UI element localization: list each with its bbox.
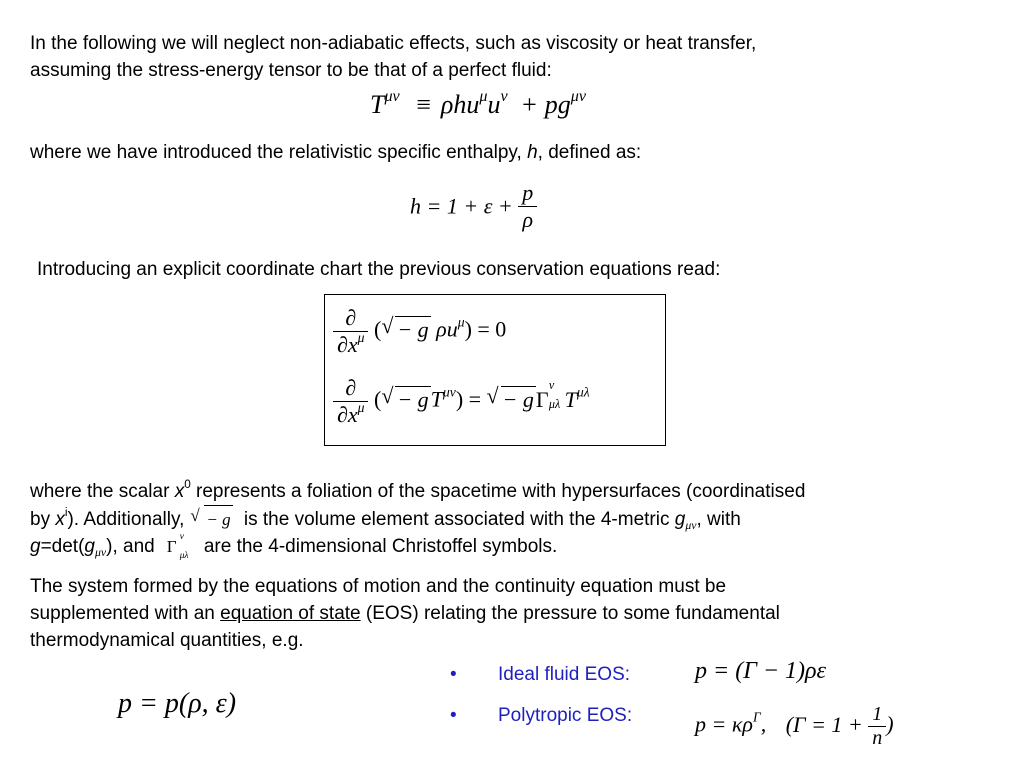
momentum-equation: $\frac{\partial}{\partial x^\mu}$ ( √ − $gT^{\mu\nu}$) = √ − gΓ ν μλ $T^{\mu\lambda}$ bbox=[333, 375, 590, 428]
polytropic-label: Polytropic EOS: bbox=[498, 705, 633, 726]
enthalpy-equation: h = 1 + ε + $\frac{p}{\rho}$ bbox=[410, 180, 537, 233]
ideal-fluid-label: Ideal fluid EOS: bbox=[498, 664, 631, 685]
conservation-equations-box bbox=[324, 294, 666, 446]
inline-sqrt-g: √ − g bbox=[190, 505, 232, 533]
stress-energy-equation: $T^{\mu\nu} \equiv \rho hu^\mu u^\nu + pg^{\mu\nu}$ bbox=[370, 87, 587, 119]
enthalpy-fraction: $\frac{p}{\rho}$ bbox=[518, 180, 537, 233]
christoffel-symbol: Γ ν μλ bbox=[535, 377, 561, 412]
eos-paragraph: The system formed by the equations of motion and the continuity equation must be supplemented with an equation of state (EOS) relating the pressure to some fundamental thermodynamical quantities, e.g. bbox=[30, 576, 780, 651]
coordinate-chart-text: Introducing an explicit coordinate chart the previous conservation equations read: bbox=[37, 259, 721, 280]
bullet-ideal-fluid: • bbox=[450, 664, 457, 685]
continuity-equation: $\frac{\partial}{\partial x^\mu}$ ( √ − g $\rho u^\mu) = 0$ bbox=[333, 305, 506, 358]
enthalpy-text: where we have introduced the relativistic specific enthalpy, h, defined as: bbox=[30, 142, 642, 163]
polytropic-formula: $p = \kappa\rho^\Gamma$, (Γ = 1 + $\frac{1}{n}$ ) bbox=[695, 703, 894, 749]
intro-line-2: assuming the stress-energy tensor to be that of a perfect fluid: bbox=[30, 60, 552, 81]
sqrt-minus-g: √ − g bbox=[381, 312, 429, 342]
general-eos-equation: p = p(ρ, ε) bbox=[118, 688, 237, 719]
inline-christoffel-symbol: Γ ν μλ bbox=[166, 532, 189, 561]
intro-line-1: In the following we will neglect non-adiabatic effects, such as viscosity or heat transfer, bbox=[30, 33, 757, 54]
intro-paragraph bbox=[30, 30, 756, 84]
ideal-fluid-formula: p = (Γ − 1)ρε bbox=[695, 658, 827, 684]
polytropic-fraction: $\frac{1}{n}$ bbox=[868, 703, 886, 750]
bullet-polytropic: • bbox=[450, 705, 457, 726]
foliation-paragraph: where the scalar $x^0$ represents a foliation of the spacetime with hypersurfaces (coordinatised by $x^i$). Additionally, √ − g is the volume element associated with the 4-metric $g_{\mu\nu}$, with $g=\det(g_{\mu\nu})$, and Γ ν μλ are the 4-dimensional Christoffel symbols. bbox=[30, 478, 806, 561]
eos-link[interactable]: equation of state bbox=[220, 603, 361, 624]
